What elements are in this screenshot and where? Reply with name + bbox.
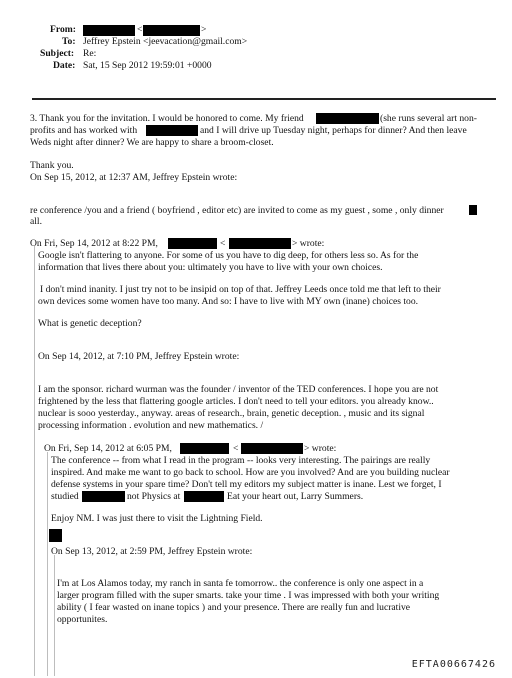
to-value: Jeffrey Epstein <jeevacation@gmail.com> (83, 36, 248, 47)
quote-bar-1 (34, 246, 35, 676)
q2-header-lt: < (220, 238, 226, 249)
q4-line-3: defense systems in your spare time? Don't tell my editors my subject matter is inane. Lest we forget, I (51, 479, 442, 490)
q5-line-2: larger program filled with the super smarts. take your time . I was impressed with both your writing (57, 590, 440, 601)
date-label: Date: (53, 60, 76, 71)
reply-line-1a: 3. Thank you for the invitation. I would be honored to come. My friend (30, 113, 304, 124)
q4-line-4c: Eat your heart out, Larry Summers. (227, 491, 364, 502)
q3-line-1: I am the sponsor. richard wurman was the founder / inventor of the TED conferences. I hope you are not (38, 384, 439, 395)
document-id: EFTA00667426 (411, 659, 496, 670)
q2-p3: What is genetic deception? (38, 318, 142, 329)
q3-line-3: nuclear is sooo yesterday., anyway. areas of research., brain, genetic deception. , music and its signal (38, 408, 425, 419)
reply-line-3: Weds night after dinner? We are happy to share a broom-closet. (30, 137, 274, 148)
redaction-sender-email (143, 25, 200, 36)
redaction-sender-name (83, 25, 135, 36)
q4-header-a: On Fri, Sep 14, 2012 at 6:05 PM, (44, 443, 172, 454)
q2-p1-line-2: information that lives there about you: ultimately you have to live with your own choices. (38, 262, 383, 273)
reply-line-2b: and I will drive up Tuesday night, perhaps for dinner? And then leave (200, 125, 467, 136)
q2-p2-line-2: own devices some women have too many. And so: I have to live with MY own (inane) choices too. (38, 296, 419, 307)
q1-line-1: re conference /you and a friend ( boyfriend , editor etc) are invited to come as my guest , some , only dinner (30, 205, 444, 216)
redaction-q4-email (241, 443, 303, 454)
from-gt: > (201, 24, 207, 35)
from-label: From: (50, 24, 76, 35)
q3-line-2: frightened by the less that flattering google articles. I don't need to tell your editors. you already know.. (38, 396, 434, 407)
redaction-q1 (469, 205, 477, 215)
q4-line-5: Enjoy NM. I was just there to visit the Lightning Field. (51, 513, 263, 524)
subject-value: Re: (83, 48, 97, 59)
reply-line-1b: (she runs several art non- (380, 113, 477, 124)
q4-line-4b: not Physics at (127, 491, 181, 502)
q4-header-lt: < (233, 443, 239, 454)
from-lt: < (137, 24, 143, 35)
redaction-q4-name (180, 443, 229, 454)
q2-p2-line-1: I don't mind inanity. I just try not to be insipid on top of that. Jeffrey Leeds once told me that left to their (40, 284, 441, 295)
redaction-associate-name (146, 125, 198, 136)
redaction-q2-email (229, 238, 291, 249)
q5-line-4: opportunites. (57, 614, 108, 625)
redaction-q4-institution (184, 491, 224, 502)
q1-line-2: all. (30, 216, 42, 227)
q5-header: On Sep 13, 2012, at 2:59 PM, Jeffrey Epstein wrote: (51, 546, 253, 557)
q4-header-b: > wrote: (304, 443, 337, 454)
q4-line-4a: studied (51, 491, 79, 502)
q4-line-1: The conference -- from what I read in the program -- looks very interesting. The pairings are really (51, 455, 431, 466)
reply-line-2a: profits and has worked with (30, 125, 138, 136)
q2-header-a: On Fri, Sep 14, 2012 at 8:22 PM, (30, 238, 158, 249)
q3-line-4: processing information . evolution and new mathematics. / (38, 420, 264, 431)
date-value: Sat, 15 Sep 2012 19:59:01 +0000 (83, 60, 212, 71)
to-label: To: (62, 36, 76, 47)
q2-p1-line-1: Google isn't flattering to anyone. For some of us you have to dig deep, for others less so. As for the (38, 250, 419, 261)
q5-line-3: ability ( I fear wasted on inane topics ) and your presence. There are really fun and lucrative (57, 602, 411, 613)
q3-header: On Sep 14, 2012, at 7:10 PM, Jeffrey Epstein wrote: (38, 351, 240, 362)
redaction-friend-name (316, 113, 379, 124)
q2-header-b: > wrote: (292, 238, 325, 249)
redaction-q2-name (168, 238, 217, 249)
redaction-q4-signature (49, 529, 62, 542)
quote-bar-3 (54, 555, 55, 676)
header-divider (32, 98, 496, 100)
subject-label: Subject: (40, 48, 75, 59)
redaction-q4-school (82, 491, 125, 502)
q5-line-1: I'm at Los Alamos today, my ranch in santa fe tomorrow.. the conference is only one aspect in a (57, 578, 424, 589)
reply-thanks: Thank you. (30, 160, 74, 171)
quote-header-1: On Sep 15, 2012, at 12:37 AM, Jeffrey Epstein wrote: (30, 172, 238, 183)
quote-bar-2 (47, 452, 48, 676)
q4-line-2: inspired. And make me want to go back to school. How are you involved? And are you building nuclear (51, 467, 450, 478)
